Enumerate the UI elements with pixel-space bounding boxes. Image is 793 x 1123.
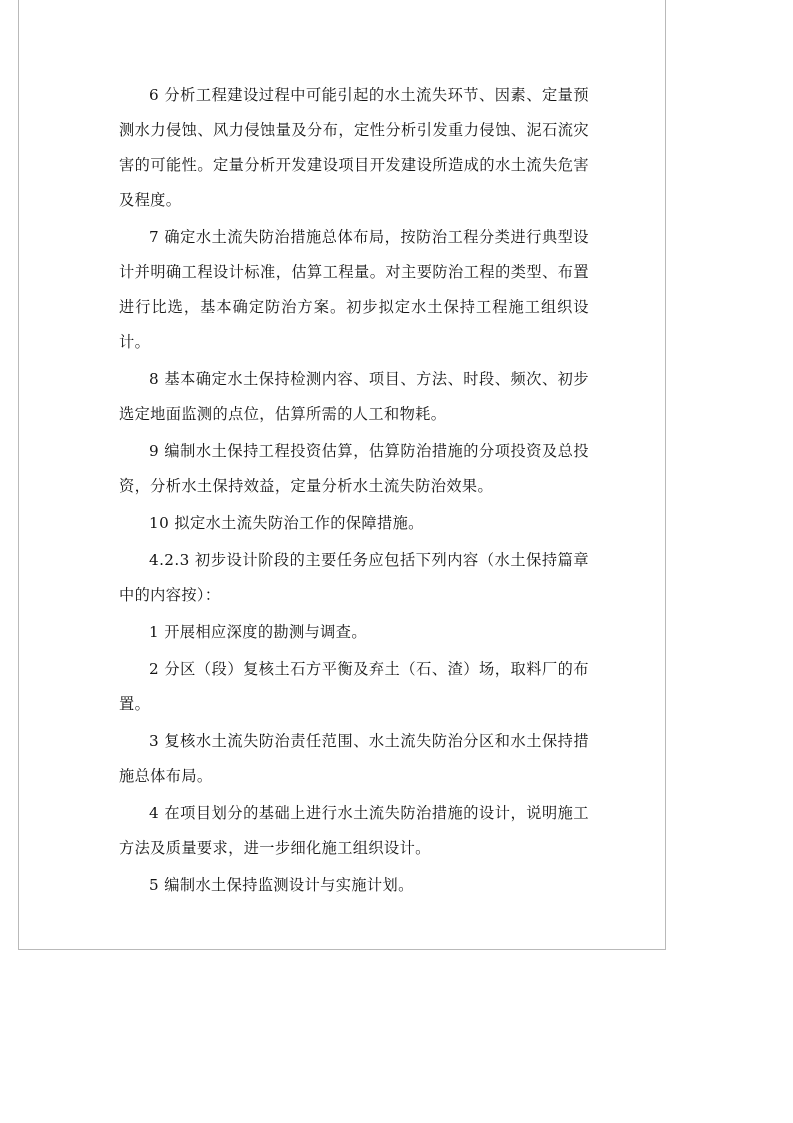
paragraph-sub-item-5: 5 编制水土保持监测设计与实施计划。 (149, 876, 414, 894)
paragraph-sub-item-1: 1 开展相应深度的勘测与调查。 (149, 623, 367, 641)
document-body (119, 78, 589, 1015)
page-bottom-space (119, 905, 589, 1015)
paragraph-item-9: 9 编制水土保持工程投资估算，估算防治措施的分项投资及总投资，分析水土保持效益，定量分析水土流失防治效果。 (119, 442, 589, 495)
paragraph-item-8: 8 基本确定水土保持检测内容、项目、方法、时段、频次、初步选定地面监测的点位，估算所需的人工和物耗。 (119, 370, 589, 423)
scanned-page-area (18, 0, 666, 950)
paragraph-item-6: 6 分析工程建设过程中可能引起的水土流失环节、因素、定量预测水力侵蚀、风力侵蚀量及分布，定性分析引发重力侵蚀、泥石流灾害的可能性。定量分析开发建设项目开发建设所造成的水土流失危害及程度。 (119, 86, 589, 209)
paragraph-sub-item-4: 4 在项目划分的基础上进行水土流失防治措施的设计，说明施工方法及质量要求，进一步细化施工组织设计。 (119, 804, 589, 857)
section-heading-4-2-3: 4.2.3 初步设计阶段的主要任务应包括下列内容（水土保持篇章中的内容按）： (119, 551, 589, 604)
paragraph-sub-item-2: 2 分区（段）复核土石方平衡及弃土（石、渣）场，取料厂的布置。 (119, 660, 589, 713)
paragraph-item-7: 7 确定水土流失防治措施总体布局，按防治工程分类进行典型设计并明确工程设计标准，估算工程量。对主要防治工程的类型、布置进行比选，基本确定防治方案。初步拟定水土保持工程施工组织设计。 (119, 228, 589, 351)
paragraph-sub-item-3: 3 复核水土流失防治责任范围、水土流失防治分区和水土保持措施总体布局。 (119, 732, 589, 785)
paragraph-item-10: 10 拟定水土流失防治工作的保障措施。 (149, 514, 424, 532)
